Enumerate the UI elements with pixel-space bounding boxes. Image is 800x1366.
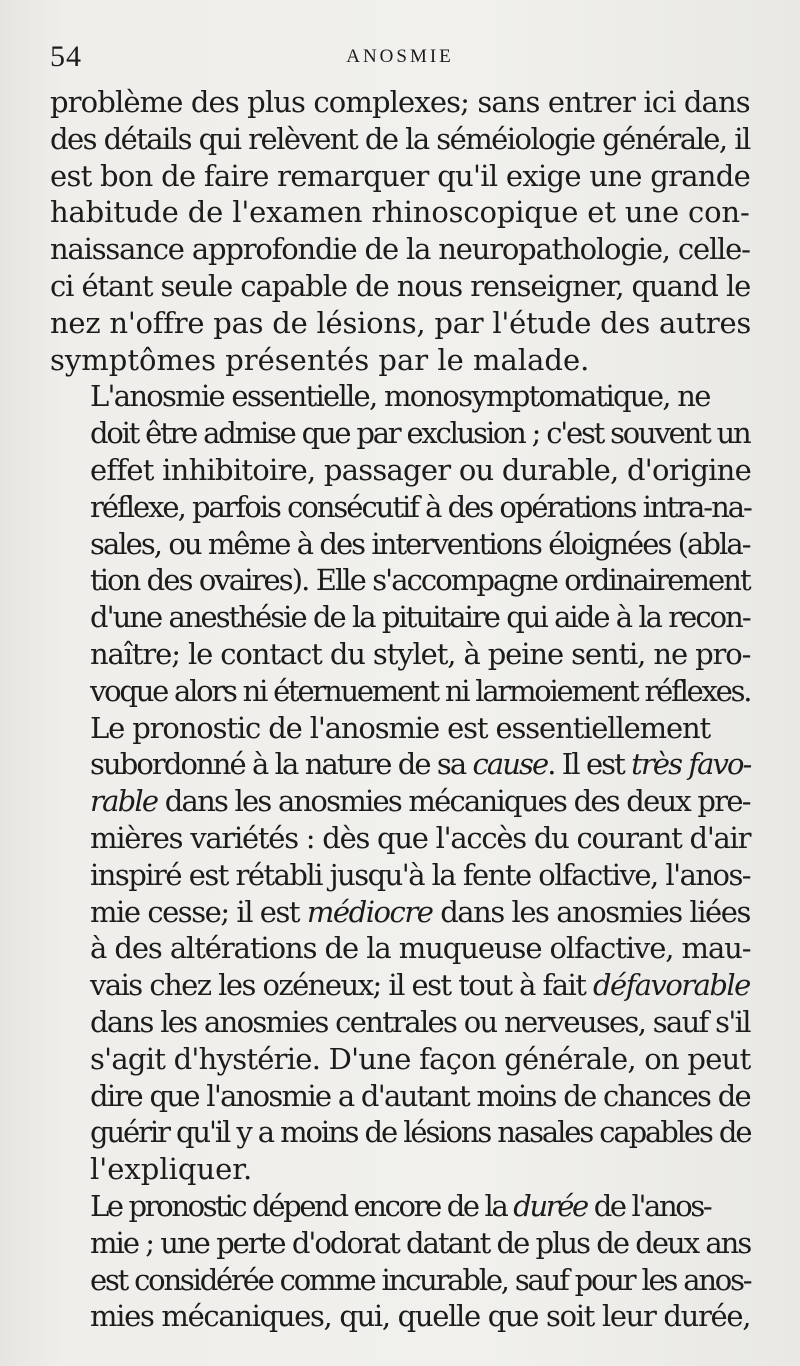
text-run: mières variétés : dès que l'accès du courant d'air [90, 820, 751, 855]
text-line [50, 746, 750, 783]
text-line [50, 930, 750, 967]
text-run: ci étant seule capable de nous renseigner, quand le [50, 268, 751, 303]
text-run: subordonné à la nature de sa [90, 747, 473, 782]
text-run: L'anosmie essentielle, monosymptomatique, ne [90, 379, 710, 414]
text-line [50, 489, 750, 526]
text-run: effet inhibitoire, passager ou durable, d'origine [90, 452, 751, 487]
text-line [50, 1078, 750, 1115]
text-run: à des altérations de la muqueuse olfactive, mau- [90, 931, 751, 966]
text-run: voque alors ni éternuement ni larmoiement réflexes. [90, 673, 751, 708]
text-line [50, 562, 750, 599]
text-run: de l'anos- [586, 1188, 711, 1223]
text-line [50, 1004, 750, 1041]
text-run: dans les anosmies centrales ou nerveuses, sauf s'il [90, 1004, 750, 1039]
italic-text: médiocre [306, 894, 433, 929]
text-line [50, 158, 750, 195]
text-run: l'expliquer. [90, 1152, 253, 1187]
text-run: guérir qu'il y a moins de lésions nasales capables de [90, 1115, 751, 1150]
text-line [50, 1114, 750, 1151]
text-run: des détails qui relèvent de la séméiologie générale, il [50, 121, 750, 156]
italic-text: très favo- [631, 747, 751, 782]
text-run: doit être admise que par exclusion ; c'est souvent un [90, 416, 750, 451]
text-run: habitude de l'examen rhinoscopique et une con- [50, 195, 750, 230]
page-number: 54 [50, 40, 82, 73]
text-run: symptômes présentés par le malade. [50, 342, 590, 377]
text-line [50, 84, 750, 121]
text-line [50, 231, 750, 268]
text-run: mie cesse; il est [90, 894, 307, 929]
paragraph [50, 1188, 750, 1335]
text-line [50, 857, 750, 894]
text-run: mie ; une perte d'odorat datant de plus de deux ans [90, 1225, 751, 1260]
paragraph [50, 710, 750, 1188]
text-line [50, 194, 750, 231]
running-title: ANOSMIE [346, 46, 454, 67]
text-line [50, 121, 750, 158]
text-line [50, 268, 750, 305]
text-run: dans les anosmies liées [432, 894, 750, 929]
text-line [50, 894, 750, 931]
text-run: s'agit d'hystérie. D'une façon générale, on peut [90, 1041, 751, 1076]
text-line [50, 783, 750, 820]
text-line [50, 452, 750, 489]
text-run: mies mécaniques, qui, quelle que soit leur durée, [90, 1299, 751, 1334]
text-line [50, 1262, 750, 1299]
text-run: vais chez les ozéneux; il est tout à fait [90, 968, 593, 1003]
italic-text: défavorable [592, 968, 750, 1003]
text-line [50, 1041, 750, 1078]
text-line [50, 599, 750, 636]
text-line [50, 1188, 750, 1225]
page-header [50, 40, 750, 80]
text-line [50, 710, 750, 747]
text-run: problème des plus complexes; sans entrer ici dans [50, 85, 750, 119]
text-run: dire que l'anosmie a d'autant moins de chances de [90, 1078, 751, 1113]
text-line [50, 415, 750, 452]
text-line [50, 526, 750, 563]
text-line [50, 967, 750, 1004]
text-line [50, 378, 750, 415]
paragraph [50, 378, 750, 709]
text-run: inspiré est rétabli jusqu'à la fente olfactive, l'anos- [90, 857, 751, 892]
text-run: d'une anesthésie de la pituitaire qui aide à la recon- [90, 600, 750, 635]
text-run: Le pronostic dépend encore de la [90, 1188, 514, 1223]
text-line [50, 636, 750, 673]
italic-text: rable [90, 784, 158, 819]
text-run: Le pronostic de l'anosmie est essentiellement [90, 710, 711, 745]
text-line [50, 820, 750, 857]
text-run: naître; le contact du stylet, à peine senti, ne pro- [90, 636, 751, 671]
text-line [50, 1298, 750, 1335]
paragraph [50, 84, 750, 378]
body-text [50, 84, 750, 1335]
text-run: sales, ou même à des interventions éloignées (abla- [90, 526, 750, 561]
text-run: tion des ovaires). Elle s'accompagne ordinairement [90, 563, 750, 598]
text-line [50, 673, 750, 710]
text-run: dans les anosmies mécaniques des deux pre- [157, 784, 750, 819]
text-run: nez n'offre pas de lésions, par l'étude des autres [50, 305, 752, 340]
text-line [50, 1151, 750, 1188]
text-run: naissance approfondie de la neuropathologie, celle- [50, 232, 750, 267]
text-run: . Il est [547, 747, 632, 782]
text-line [50, 1225, 750, 1262]
italic-text: durée [513, 1188, 587, 1223]
text-run: est considérée comme incurable, sauf pour les anos- [90, 1262, 751, 1297]
text-run: est bon de faire remarquer qu'il exige une grande [50, 158, 751, 193]
text-line [50, 305, 750, 342]
text-run: réflexe, parfois consécutif à des opérations intra-na- [90, 489, 751, 524]
text-line [50, 342, 750, 379]
italic-text: cause [472, 747, 548, 782]
